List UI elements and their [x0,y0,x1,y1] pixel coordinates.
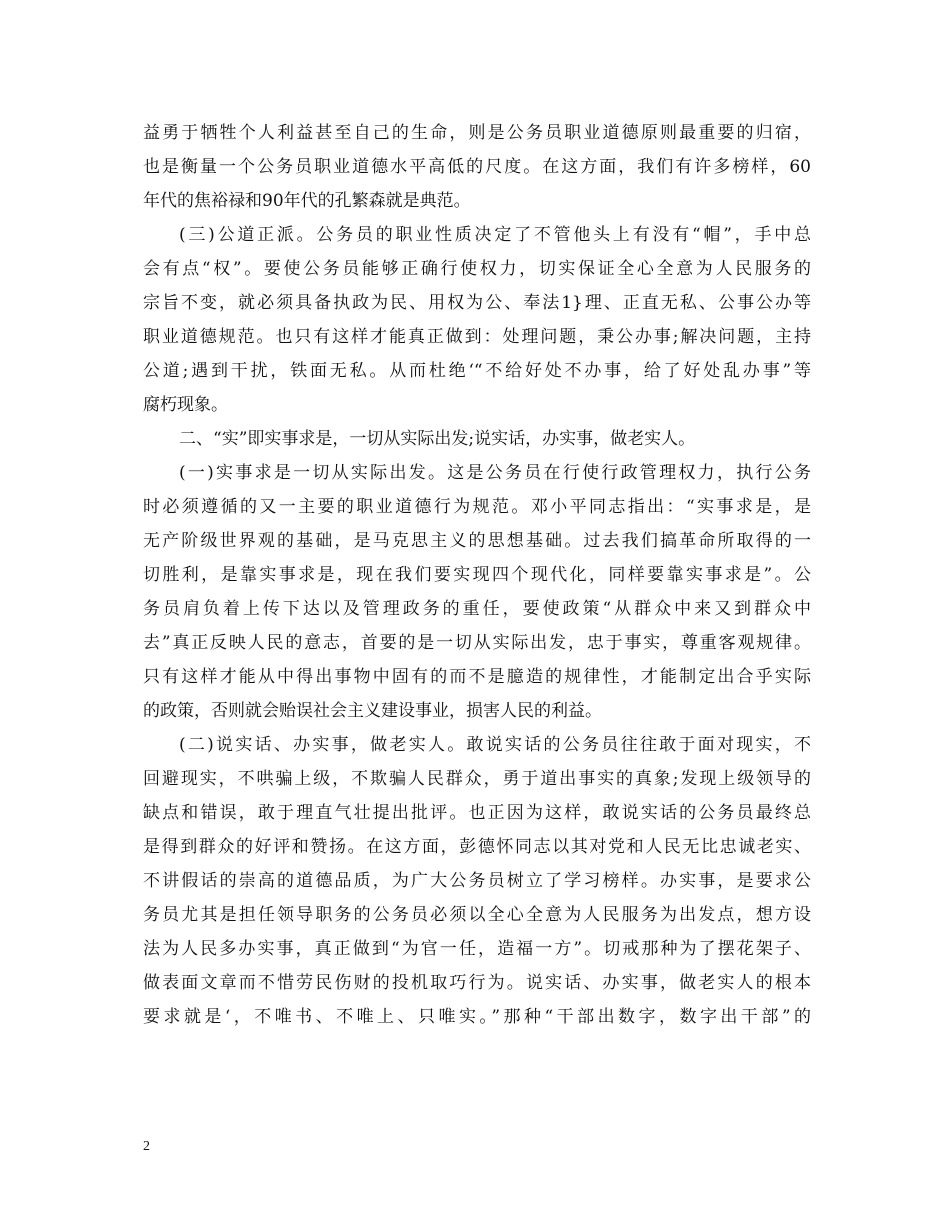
text-line: 公道;遇到干扰，铁面无私。从而杜绝‘“不给好处不办事，给了好处乱办事”等 [143,361,811,381]
text-line: 时必须遵循的又一主要的职业道德行为规范。邓小平同志指出：“实事求是，是 [143,497,811,517]
text-line: 回避现实，不哄骗上级，不欺骗人民群众，勇于道出事实的真象;发现上级领导的 [143,769,811,789]
text-line: 是得到群众的好评和赞扬。在这方面，彭德怀同志以其对党和人民无比忠诚老实、 [143,837,811,857]
text-line: 不讲假话的崇高的道德品质，为广大公务员树立了学习榜样。办实事，是要求公 [143,871,811,891]
text-line: 只有这样才能从中得出事物中固有的而不是臆造的规律性，才能制定出合乎实际 [143,667,811,687]
text-line: 缺点和错误，敢于理直气壮提出批评。也正因为这样，敢说实话的公务员最终总 [143,803,811,823]
text-line: 法为人民多办实事，真正做到“为官一任，造福一方”。切戒那种为了摆花架子、 [143,939,811,959]
text-line: 务员肩负着上传下达以及管理政务的重任，要使政策“从群众中来又到群众中 [143,599,811,619]
text-line: 宗旨不变，就必须具备执政为民、用权为公、奉法1}理、正直无私、公事公办等 [143,293,811,313]
page-number: 2 [143,1139,150,1154]
text-line: 益勇于牺牲个人利益甚至自己的生命，则是公务员职业道德原则最重要的归宿， [143,123,811,143]
document-body [143,116,811,1034]
text-line: 二、“实”即实事求是，一切从实际出发;说实话，办实事，做老实人。 [179,429,696,449]
text-line: 也是衡量一个公务员职业道德水平高低的尺度。在这方面，我们有许多榜样，60 [143,157,811,177]
text-line: 腐朽现象。 [143,395,228,415]
text-line: 要求就是‘，不唯书、不唯上、只唯实。”那种“干部出数字，数字出干部”的 [143,1007,811,1027]
text-line: 做表面文章而不惜劳民伤财的投机取巧行为。说实话、办实事，做老实人的根本 [143,973,811,993]
text-line: 务员尤其是担任领导职务的公务员必须以全心全意为人民服务为出发点，想方设 [143,905,811,925]
text-line: (二)说实话、办实事，做老实人。敢说实话的公务员往往敢于面对现实，不 [179,735,811,755]
text-line: (一)实事求是一切从实际出发。这是公务员在行使行政管理权力，执行公务 [179,463,811,483]
text-line: 的政策，否则就会贻误社会主义建设事业，损害人民的利益。 [143,701,602,721]
text-line: 无产阶级世界观的基础，是马克思主义的思想基础。过去我们搞革命所取得的一 [143,531,811,551]
text-line: (三)公道正派。公务员的职业性质决定了不管他头上有没有“帽”，手中总 [179,225,811,245]
text-line: 切胜利，是靠实事求是，现在我们要实现四个现代化，同样要靠实事求是”。公 [143,565,811,585]
text-line: 会有点“权”。要使公务员能够正确行使权力，切实保证全心全意为人民服务的 [143,259,811,279]
text-line: 去”真正反映人民的意志，首要的是一切从实际出发，忠于事实，尊重客观规律。 [143,633,811,653]
text-line: 年代的焦裕禄和90年代的孔繁森就是典范。 [143,191,471,211]
text-line: 职业道德规范。也只有这样才能真正做到：处理问题，秉公办事;解决问题，主持 [143,327,811,347]
